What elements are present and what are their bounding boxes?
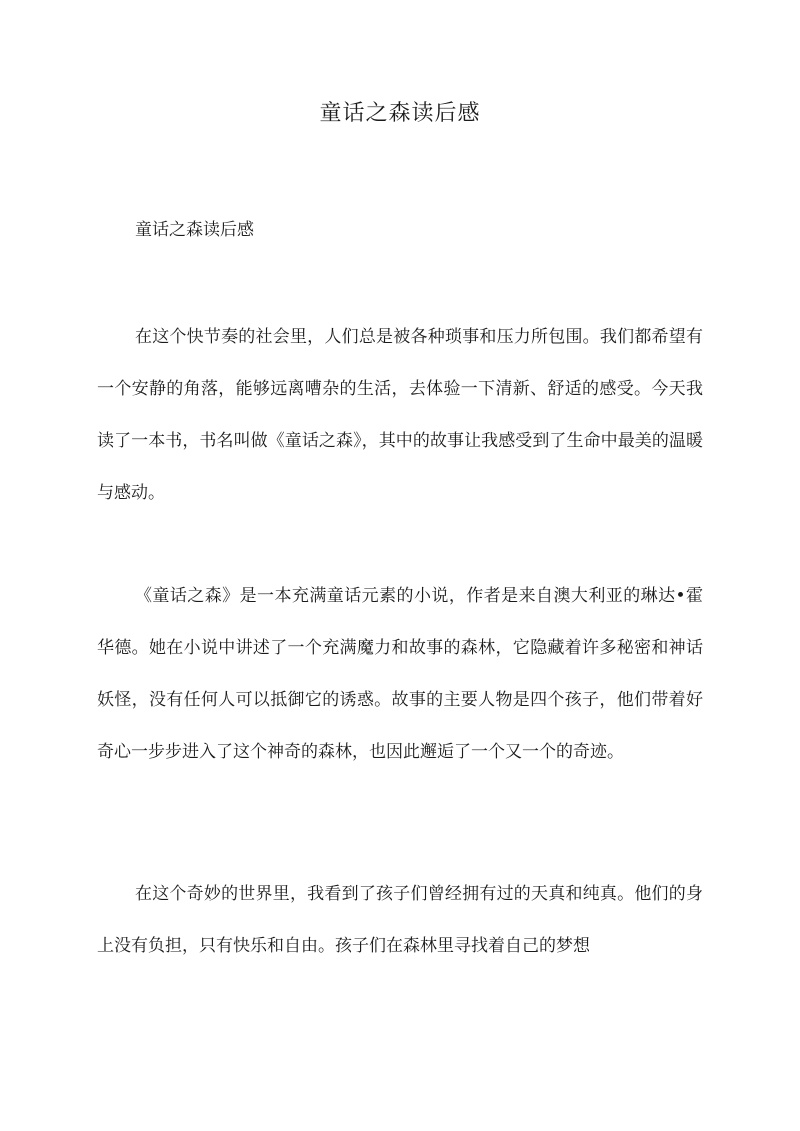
paragraph-3: 在这个奇妙的世界里，我看到了孩子们曾经拥有过的天真和纯真。他们的身上没有负担，只有快乐和自由。孩子们在森林里寻找着自己的梦想: [97, 884, 703, 956]
paragraph-2: 《童话之森》是一本充满童话元素的小说，作者是来自澳大利亚的琳达•霍华德。她在小说中讲述了一个充满魔力和故事的森林，它隐藏着许多秘密和神话妖怪，没有任何人可以抵御它的诱惑。故事的主要人物是四个孩子，他们带着好奇心一步步进入了这个神奇的森林，也因此邂逅了一个又一个的奇迹。: [97, 586, 703, 762]
page-title: 童话之森读后感: [319, 101, 481, 126]
paragraph-1: 在这个快节奏的社会里，人们总是被各种琐事和压力所包围。我们都希望有一个安静的角落，能够远离嘈杂的生活，去体验一下清新、舒适的感受。今天我读了一本书，书名叫做《童话之森》，其中的故事让我感受到了生命中最美的温暖与感动。: [97, 327, 703, 503]
document-subtitle: 童话之森读后感: [135, 220, 254, 240]
